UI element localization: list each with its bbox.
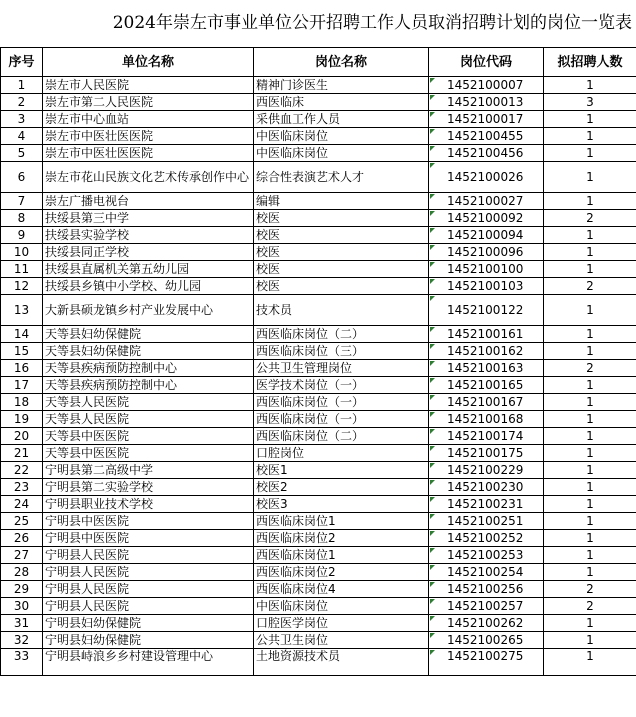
unit-name-cell: 宁明县人民医院 — [43, 547, 254, 564]
table-row — [1, 145, 636, 162]
hiring-count-cell: 1 — [544, 615, 636, 632]
hiring-count-cell: 1 — [544, 343, 636, 360]
position-code-cell: 1452100013 — [429, 94, 544, 111]
position-code-cell: 1452100094 — [429, 227, 544, 244]
column-header-position: 岗位名称 — [254, 48, 429, 77]
row-index-cell: 4 — [1, 128, 43, 145]
position-name-cell: 技术员 — [254, 295, 429, 326]
hiring-count-cell: 2 — [544, 210, 636, 227]
unit-name-cell: 崇左市第二人民医院 — [43, 94, 254, 111]
row-index-cell: 8 — [1, 210, 43, 227]
position-code-cell: 1452100017 — [429, 111, 544, 128]
row-index-cell: 27 — [1, 547, 43, 564]
position-code-cell: 1452100026 — [429, 162, 544, 193]
row-index-cell: 30 — [1, 598, 43, 615]
row-index-cell: 1 — [1, 77, 43, 94]
position-name-cell: 校医 — [254, 261, 429, 278]
row-index-cell: 22 — [1, 462, 43, 479]
position-name-cell: 综合性表演艺术人才 — [254, 162, 429, 193]
row-index-cell: 2 — [1, 94, 43, 111]
table-row — [1, 244, 636, 261]
hiring-count-cell: 1 — [544, 244, 636, 261]
hiring-count-cell: 1 — [544, 513, 636, 530]
hiring-count-cell: 1 — [544, 162, 636, 193]
table-row — [1, 193, 636, 210]
table-row — [1, 615, 636, 632]
position-name-cell: 中医临床岗位 — [254, 598, 429, 615]
unit-name-cell: 宁明县人民医院 — [43, 581, 254, 598]
unit-name-cell: 天等县妇幼保健院 — [43, 326, 254, 343]
position-name-cell: 采供血工作人员 — [254, 111, 429, 128]
position-name-cell: 校医 — [254, 227, 429, 244]
position-code-cell: 1452100262 — [429, 615, 544, 632]
table-row — [1, 496, 636, 513]
position-name-cell: 口腔医学岗位 — [254, 615, 429, 632]
position-code-cell: 1452100162 — [429, 343, 544, 360]
position-code-cell: 1452100230 — [429, 479, 544, 496]
hiring-count-cell: 1 — [544, 411, 636, 428]
position-code-cell: 1452100167 — [429, 394, 544, 411]
table-row — [1, 343, 636, 360]
row-index-cell: 24 — [1, 496, 43, 513]
row-index-cell: 28 — [1, 564, 43, 581]
position-code-cell: 1452100007 — [429, 77, 544, 94]
position-name-cell: 西医临床岗位2 — [254, 564, 429, 581]
unit-name-cell: 天等县疾病预防控制中心 — [43, 360, 254, 377]
row-index-cell: 25 — [1, 513, 43, 530]
position-code-cell: 1452100092 — [429, 210, 544, 227]
row-index-cell: 3 — [1, 111, 43, 128]
table-row — [1, 326, 636, 343]
hiring-count-cell: 1 — [544, 111, 636, 128]
unit-name-cell: 扶绥县同正学校 — [43, 244, 254, 261]
hiring-count-cell: 3 — [544, 94, 636, 111]
position-code-cell: 1452100251 — [429, 513, 544, 530]
row-index-cell: 20 — [1, 428, 43, 445]
hiring-count-cell: 1 — [544, 649, 636, 676]
position-name-cell: 校医1 — [254, 462, 429, 479]
unit-name-cell: 扶绥县直属机关第五幼儿园 — [43, 261, 254, 278]
table-row — [1, 411, 636, 428]
position-code-cell: 1452100253 — [429, 547, 544, 564]
unit-name-cell: 天等县中医医院 — [43, 428, 254, 445]
table-row — [1, 462, 636, 479]
table-row — [1, 564, 636, 581]
position-code-cell: 1452100252 — [429, 530, 544, 547]
row-index-cell: 23 — [1, 479, 43, 496]
row-index-cell: 21 — [1, 445, 43, 462]
unit-name-cell: 崇左市中心血站 — [43, 111, 254, 128]
row-index-cell: 33 — [1, 649, 43, 676]
position-code-cell: 1452100175 — [429, 445, 544, 462]
position-name-cell: 公共卫生管理岗位 — [254, 360, 429, 377]
position-name-cell: 西医临床岗位（一） — [254, 411, 429, 428]
hiring-count-cell: 1 — [544, 326, 636, 343]
table-row — [1, 210, 636, 227]
unit-name-cell: 宁明县第二高级中学 — [43, 462, 254, 479]
row-index-cell: 18 — [1, 394, 43, 411]
row-index-cell: 26 — [1, 530, 43, 547]
position-code-cell: 1452100275 — [429, 649, 544, 676]
position-name-cell: 公共卫生岗位 — [254, 632, 429, 649]
table-row — [1, 227, 636, 244]
position-code-cell: 1452100229 — [429, 462, 544, 479]
row-index-cell: 15 — [1, 343, 43, 360]
position-name-cell: 西医临床岗位（三） — [254, 343, 429, 360]
unit-name-cell: 天等县中医医院 — [43, 445, 254, 462]
position-code-cell: 1452100174 — [429, 428, 544, 445]
unit-name-cell: 大新县硕龙镇乡村产业发展中心 — [43, 295, 254, 326]
position-code-cell: 1452100456 — [429, 145, 544, 162]
position-name-cell: 校医 — [254, 244, 429, 261]
unit-name-cell: 天等县妇幼保健院 — [43, 343, 254, 360]
row-index-cell: 12 — [1, 278, 43, 295]
unit-name-cell: 宁明县职业技术学校 — [43, 496, 254, 513]
position-name-cell: 校医2 — [254, 479, 429, 496]
position-code-cell: 1452100165 — [429, 377, 544, 394]
unit-name-cell: 宁明县人民医院 — [43, 564, 254, 581]
table-row — [1, 94, 636, 111]
row-index-cell: 10 — [1, 244, 43, 261]
position-code-cell: 1452100231 — [429, 496, 544, 513]
unit-name-cell: 宁明县妇幼保健院 — [43, 632, 254, 649]
position-code-cell: 1452100027 — [429, 193, 544, 210]
hiring-count-cell: 1 — [544, 530, 636, 547]
position-name-cell: 编辑 — [254, 193, 429, 210]
unit-name-cell: 宁明县人民医院 — [43, 598, 254, 615]
position-code-cell: 1452100163 — [429, 360, 544, 377]
position-name-cell: 校医 — [254, 210, 429, 227]
unit-name-cell: 扶绥县第三中学 — [43, 210, 254, 227]
hiring-count-cell: 1 — [544, 462, 636, 479]
position-name-cell: 中医临床岗位 — [254, 128, 429, 145]
hiring-count-cell: 1 — [544, 295, 636, 326]
unit-name-cell: 崇左市人民医院 — [43, 77, 254, 94]
hiring-count-cell: 1 — [544, 77, 636, 94]
hiring-count-cell: 1 — [544, 227, 636, 244]
table-row — [1, 394, 636, 411]
table-row — [1, 479, 636, 496]
position-code-cell: 1452100256 — [429, 581, 544, 598]
hiring-count-cell: 2 — [544, 360, 636, 377]
unit-name-cell: 宁明县峙浪乡乡村建设管理中心 — [43, 649, 254, 676]
position-name-cell: 口腔岗位 — [254, 445, 429, 462]
row-index-cell: 6 — [1, 162, 43, 193]
row-index-cell: 19 — [1, 411, 43, 428]
unit-name-cell: 扶绥县实验学校 — [43, 227, 254, 244]
position-name-cell: 西医临床岗位（二） — [254, 326, 429, 343]
row-index-cell: 14 — [1, 326, 43, 343]
header-row — [1, 48, 636, 77]
position-name-cell: 西医临床岗位4 — [254, 581, 429, 598]
hiring-count-cell: 1 — [544, 428, 636, 445]
table-body — [1, 77, 636, 676]
hiring-count-cell: 1 — [544, 564, 636, 581]
column-header-unit: 单位名称 — [43, 48, 254, 77]
position-name-cell: 西医临床岗位2 — [254, 530, 429, 547]
column-header-code: 岗位代码 — [429, 48, 544, 77]
position-name-cell: 校医3 — [254, 496, 429, 513]
hiring-count-cell: 1 — [544, 377, 636, 394]
table-row — [1, 162, 636, 193]
position-name-cell: 西医临床岗位1 — [254, 547, 429, 564]
unit-name-cell: 天等县疾病预防控制中心 — [43, 377, 254, 394]
hiring-count-cell: 1 — [544, 193, 636, 210]
hiring-count-cell: 1 — [544, 445, 636, 462]
unit-name-cell: 天等县人民医院 — [43, 394, 254, 411]
table-row — [1, 278, 636, 295]
position-code-cell: 1452100455 — [429, 128, 544, 145]
position-name-cell: 西医临床 — [254, 94, 429, 111]
position-name-cell: 土地资源技术员 — [254, 649, 429, 676]
positions-table — [0, 47, 636, 676]
unit-name-cell: 扶绥县乡镇中小学校、幼儿园 — [43, 278, 254, 295]
row-index-cell: 5 — [1, 145, 43, 162]
table-row — [1, 513, 636, 530]
table-row — [1, 128, 636, 145]
position-name-cell: 西医临床岗位1 — [254, 513, 429, 530]
unit-name-cell: 崇左广播电视台 — [43, 193, 254, 210]
hiring-count-cell: 1 — [544, 128, 636, 145]
row-index-cell: 17 — [1, 377, 43, 394]
position-name-cell: 精神门诊医生 — [254, 77, 429, 94]
table-row — [1, 261, 636, 278]
hiring-count-cell: 2 — [544, 278, 636, 295]
row-index-cell: 31 — [1, 615, 43, 632]
hiring-count-cell: 1 — [544, 479, 636, 496]
table-row — [1, 428, 636, 445]
page-title: 2024年崇左市事业单位公开招聘工作人员取消招聘计划的岗位一览表 — [112, 13, 632, 33]
position-code-cell: 1452100122 — [429, 295, 544, 326]
table-row — [1, 530, 636, 547]
position-code-cell: 1452100168 — [429, 411, 544, 428]
position-code-cell: 1452100100 — [429, 261, 544, 278]
table-row — [1, 377, 636, 394]
position-code-cell: 1452100254 — [429, 564, 544, 581]
hiring-count-cell: 1 — [544, 394, 636, 411]
hiring-count-cell: 1 — [544, 261, 636, 278]
column-header-index: 序号 — [1, 48, 43, 77]
column-header-count: 拟招聘人数 — [544, 48, 636, 77]
hiring-count-cell: 1 — [544, 496, 636, 513]
position-code-cell: 1452100257 — [429, 598, 544, 615]
unit-name-cell: 宁明县中医医院 — [43, 530, 254, 547]
row-index-cell: 29 — [1, 581, 43, 598]
table-row — [1, 649, 636, 676]
position-name-cell: 西医临床岗位（二） — [254, 428, 429, 445]
table-row — [1, 598, 636, 615]
table-row — [1, 360, 636, 377]
hiring-count-cell: 2 — [544, 598, 636, 615]
unit-name-cell: 崇左市花山民族文化艺术传承创作中心 — [43, 162, 254, 193]
row-index-cell: 16 — [1, 360, 43, 377]
position-name-cell: 中医临床岗位 — [254, 145, 429, 162]
position-code-cell: 1452100103 — [429, 278, 544, 295]
table-row — [1, 295, 636, 326]
row-index-cell: 11 — [1, 261, 43, 278]
row-index-cell: 13 — [1, 295, 43, 326]
hiring-count-cell: 1 — [544, 145, 636, 162]
position-code-cell: 1452100096 — [429, 244, 544, 261]
position-name-cell: 校医 — [254, 278, 429, 295]
unit-name-cell: 天等县人民医院 — [43, 411, 254, 428]
position-name-cell: 医学技术岗位（一） — [254, 377, 429, 394]
table-row — [1, 77, 636, 94]
hiring-count-cell: 1 — [544, 632, 636, 649]
unit-name-cell: 宁明县第二实验学校 — [43, 479, 254, 496]
position-code-cell: 1452100161 — [429, 326, 544, 343]
hiring-count-cell: 2 — [544, 581, 636, 598]
row-index-cell: 7 — [1, 193, 43, 210]
table-row — [1, 547, 636, 564]
table-row — [1, 632, 636, 649]
position-code-cell: 1452100265 — [429, 632, 544, 649]
row-index-cell: 9 — [1, 227, 43, 244]
hiring-count-cell: 1 — [544, 547, 636, 564]
position-name-cell: 西医临床岗位（一） — [254, 394, 429, 411]
table-row — [1, 111, 636, 128]
table-row — [1, 445, 636, 462]
unit-name-cell: 宁明县妇幼保健院 — [43, 615, 254, 632]
unit-name-cell: 崇左市中医壮医医院 — [43, 128, 254, 145]
row-index-cell: 32 — [1, 632, 43, 649]
unit-name-cell: 宁明县中医医院 — [43, 513, 254, 530]
unit-name-cell: 崇左市中医壮医医院 — [43, 145, 254, 162]
table-row — [1, 581, 636, 598]
